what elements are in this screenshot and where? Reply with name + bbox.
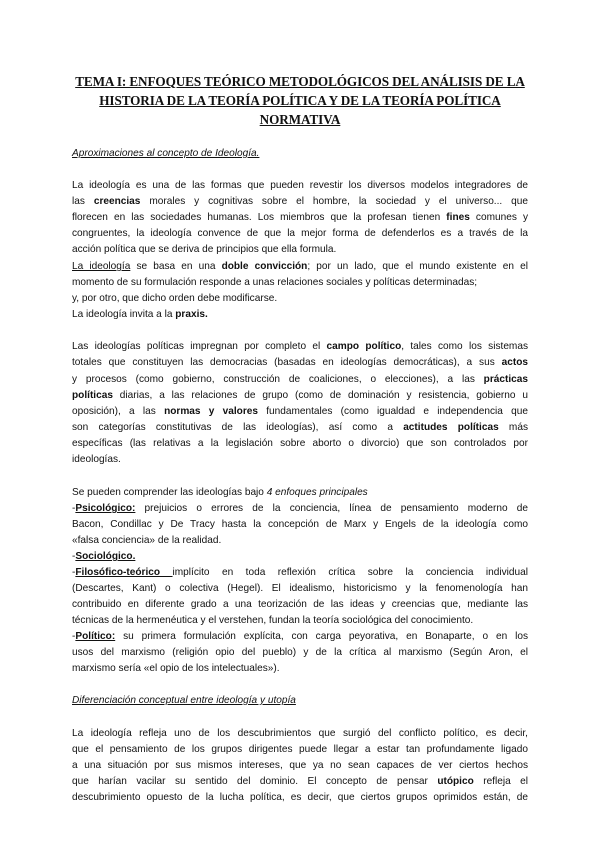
p2-line-2: momento de su formulación responde a unas relaciones sociales y políticas determinadas; [72,277,478,288]
p4-line-10: -Político: su primera formulación explícita, con carga peyorativa, en Bonaparte, o en los [72,631,528,642]
p4-line-5: -Sociológico. [72,551,136,562]
p4-line-3: Bacon, Condillac y De Tracy hasta la concepción de Marx y Engels de la ideología como [72,519,528,530]
p3-line-4: políticas diarias, a las relaciones de grupo (como de dominación y resistencia, gobierno u [72,390,528,401]
p1-line-4: congruentes, la ideología convence de que la mejor forma de defenderlos es a través de la [72,228,528,239]
p4-line-11: usos del marxismo (religión opio del pueblo) y de la crítica al marxismo (Según Aron, el [72,647,528,658]
p4-line-12: marxismo sería «el opio de los intelectuales»). [72,663,280,674]
p5-line-5: descubrimiento opuesto de la lucha política, es decir, que ciertos grupos oprimidos están, de [72,792,528,803]
p4-line-7: (Descartes, Kant) o colectiva (Hegel). El idealismo, historicismo y la fenomenología han [72,583,528,594]
p1-line-3: florecen en las sociedades humanas. Los miembros que la profesan tienen fines comunes y [72,212,528,223]
p4-line-4: «falsa conciencia» de la realidad. [72,535,222,546]
p1-line-5: acción política que se deriva de principios que ella formula. [72,244,337,255]
p4-line-8: contribuido en diferente grado a una teorización de las ideas y creencias que, mediante las [72,599,528,610]
p4-line-6: -Filosófico-teórico implícito en toda reflexión crítica sobre la conciencia individual [72,567,528,578]
p3-line-1: Las ideologías políticas impregnan por completo el campo político, tales como los sistemas [72,341,528,352]
p3-line-8: ideologías. [72,454,121,465]
title-line-3: NORMATIVA [259,112,341,127]
section-heading-ideologia-utopia: Diferenciación conceptual entre ideología y utopía [72,695,296,706]
p3-line-2: totales que constituyen las democracias (basadas en ideologías democráticas), a sus actos [72,357,528,368]
p4-line-9: técnicas de la hermenéutica y el verstehen, fundan la teoría sociológica del conocimiento. [72,615,474,626]
title-line-2: HISTORIA DE LA TEORÍA POLÍTICA Y DE LA TEORÍA POLÍTICA [99,93,501,108]
p1-line-1: La ideología es una de las formas que pueden revestir los diversos modelos integradores de [72,180,528,191]
p5-line-1: La ideología refleja uno de los descubrimientos que surgió del conflicto político, es decir, [72,728,528,739]
p3-line-6: son categorías constitutivas de las ideologías), así como a actitudes políticas más [72,422,528,433]
p3-line-5: oposición), a las normas y valores fundamentales (como igualdad e independencia que [72,406,528,417]
document-title [72,72,528,129]
p2-line-4: La ideología invita a la praxis. [72,309,208,320]
p4-line-2: -Psicológico: prejuicios o errores de la conciencia, línea de pensamiento moderno de [72,503,528,514]
p5-line-4: que harían vacilar su sentido del dominio. El concepto de pensar utópico refleja el [72,776,528,787]
p1-line-2: las creencias morales y cognitivas sobre el hombre, la sociedad y el universo... que [72,196,528,207]
p3-line-3: y procesos (como gobierno, construcción de coaliciones, o elecciones), a las prácticas [72,374,528,385]
p4-line-1: Se pueden comprender las ideologías bajo 4 enfoques principales [72,487,368,498]
p5-line-3: a una situación por sus mismos intereses, que ya no sean capaces de ver ciertos hechos [72,760,528,771]
p2-line-1: La ideología se basa en una doble convicción; por un lado, que el mundo existente en el [72,261,528,272]
p5-line-2: que el pensamiento de los grupos dirigentes puede llegar a estar tan profundamente ligado [72,744,528,755]
title-line-1: TEMA I: ENFOQUES TEÓRICO METODOLÓGICOS DEL ANÁLISIS DE LA [75,74,525,89]
p2-line-3: y, por otro, que dicho orden debe modificarse. [72,293,278,304]
p3-line-7: específicas (las relativas a la legislación sobre aborto o divorcio) que son controlados por [72,438,528,449]
section-heading-ideologia: Aproximaciones al concepto de Ideología. [72,148,260,159]
